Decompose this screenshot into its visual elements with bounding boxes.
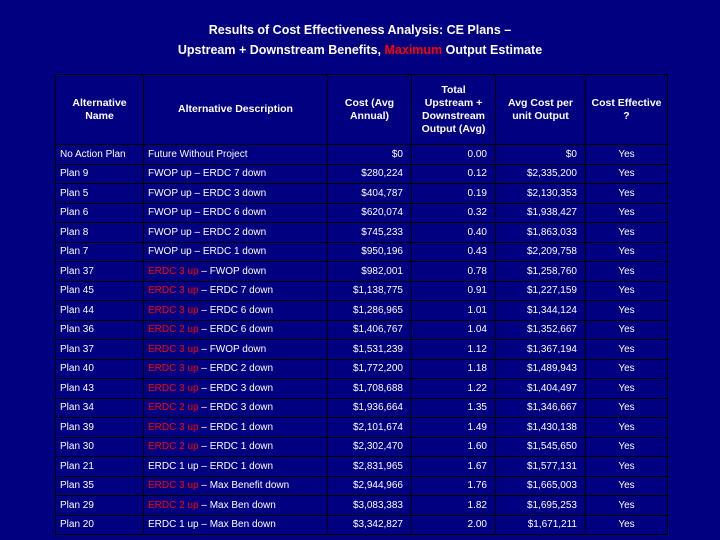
description-upstream: ERDC 3 up (148, 343, 199, 355)
description-downstream: – ERDC 1 down (198, 441, 274, 453)
description-upstream: ERDC 2 up (148, 499, 199, 511)
title-line-2 (0, 40, 720, 60)
cell-total-output: 0.91 (412, 281, 496, 301)
cell-cost: $1,138,775 (328, 281, 412, 301)
cell-cost-effective: Yes (586, 340, 668, 360)
cell-total-output: 1.82 (412, 496, 496, 516)
description-upstream: ERDC 2 up (148, 402, 199, 414)
description-upstream: FWOP up (148, 226, 192, 238)
cell-alternative-name: Plan 5 (56, 184, 144, 204)
cell-avg-cost: $1,258,760 (496, 262, 586, 282)
cell-alternative-name: Plan 20 (56, 515, 144, 535)
title-highlight-maximum: Maximum (384, 43, 443, 57)
header-cost: Cost (Avg Annual) (328, 75, 412, 145)
header-row (56, 75, 668, 145)
table-row (56, 476, 668, 496)
table-row (56, 301, 668, 321)
cell-alternative-name: Plan 45 (56, 281, 144, 301)
cell-alternative-description (144, 223, 328, 243)
cell-total-output: 1.49 (412, 418, 496, 438)
description-downstream: – ERDC 1 down (198, 460, 274, 472)
cell-cost-effective: Yes (586, 457, 668, 477)
table-row (56, 203, 668, 223)
description-upstream: FWOP up (148, 246, 192, 258)
cell-cost-effective: Yes (586, 437, 668, 457)
cell-alternative-name: Plan 40 (56, 359, 144, 379)
cell-total-output: 1.22 (412, 379, 496, 399)
cell-cost: $950,196 (328, 242, 412, 262)
cell-cost-effective: Yes (586, 242, 668, 262)
cell-avg-cost: $1,227,159 (496, 281, 586, 301)
table-row (56, 145, 668, 165)
description-downstream: – Max Ben down (198, 519, 276, 531)
cell-alternative-description (144, 203, 328, 223)
cell-cost: $0 (328, 145, 412, 165)
table-row (56, 242, 668, 262)
cell-alternative-description (144, 496, 328, 516)
cell-avg-cost: $1,695,253 (496, 496, 586, 516)
description-upstream: ERDC 3 up (148, 382, 199, 394)
cell-avg-cost: $1,430,138 (496, 418, 586, 438)
description-upstream: ERDC 2 up (148, 441, 199, 453)
cell-alternative-name: Plan 43 (56, 379, 144, 399)
table-row (56, 359, 668, 379)
cell-alternative-name: Plan 36 (56, 320, 144, 340)
table-row (56, 320, 668, 340)
results-table-container (55, 74, 667, 533)
header-alternative-description: Alternative Description (144, 75, 328, 145)
cell-total-output: 1.67 (412, 457, 496, 477)
cell-total-output: 1.60 (412, 437, 496, 457)
cell-total-output: 1.04 (412, 320, 496, 340)
title-line-1: Results of Cost Effectiveness Analysis: CE Plans – (208, 23, 512, 37)
description-downstream: – Max Benefit down (198, 480, 290, 492)
cell-avg-cost: $1,577,131 (496, 457, 586, 477)
table-row (56, 457, 668, 477)
cell-cost: $280,224 (328, 164, 412, 184)
cell-cost: $1,772,200 (328, 359, 412, 379)
table-row (56, 515, 668, 535)
cell-cost-effective: Yes (586, 320, 668, 340)
cell-cost: $620,074 (328, 203, 412, 223)
description-upstream: FWOP up (148, 207, 192, 219)
cell-cost: $2,831,965 (328, 457, 412, 477)
table-row (56, 418, 668, 438)
cell-total-output: 1.01 (412, 301, 496, 321)
description-upstream: ERDC 2 up (148, 324, 199, 336)
cell-alternative-name: Plan 35 (56, 476, 144, 496)
description-downstream: – ERDC 2 down (198, 363, 274, 375)
cell-avg-cost: $1,489,943 (496, 359, 586, 379)
description-upstream: ERDC 3 up (148, 285, 199, 297)
cell-cost: $1,936,664 (328, 398, 412, 418)
cell-alternative-name: Plan 8 (56, 223, 144, 243)
description-upstream: ERDC 3 up (148, 363, 199, 375)
cell-alternative-name: Plan 30 (56, 437, 144, 457)
cell-alternative-name: Plan 44 (56, 301, 144, 321)
description-upstream: ERDC 1 up (148, 519, 199, 531)
cell-total-output: 0.19 (412, 184, 496, 204)
cell-cost-effective: Yes (586, 359, 668, 379)
cell-cost-effective: Yes (586, 145, 668, 165)
cell-cost-effective: Yes (586, 281, 668, 301)
title-line-2-end: Output Estimate (442, 43, 543, 57)
table-row (56, 379, 668, 399)
cell-alternative-name: Plan 29 (56, 496, 144, 516)
cell-total-output: 1.76 (412, 476, 496, 496)
description-downstream: – ERDC 1 down (198, 421, 274, 433)
description-upstream: FWOP up (148, 168, 192, 180)
table-row (56, 437, 668, 457)
cell-cost: $1,406,767 (328, 320, 412, 340)
cell-alternative-name: Plan 39 (56, 418, 144, 438)
cell-alternative-name: Plan 37 (56, 340, 144, 360)
description-downstream: – ERDC 1 down (191, 246, 267, 258)
cell-alternative-name: Plan 9 (56, 164, 144, 184)
cell-cost: $3,342,827 (328, 515, 412, 535)
cell-cost-effective: Yes (586, 476, 668, 496)
description-downstream: – ERDC 2 down (191, 226, 267, 238)
cell-alternative-description (144, 145, 328, 165)
results-table (55, 74, 668, 535)
cell-alternative-description (144, 164, 328, 184)
cell-avg-cost: $2,130,353 (496, 184, 586, 204)
description-downstream: – ERDC 3 down (191, 187, 267, 199)
cell-cost-effective: Yes (586, 301, 668, 321)
title-line-2-start: Upstream + Downstream Benefits, (177, 43, 385, 57)
table-row (56, 262, 668, 282)
header-avg-cost: Avg Cost per unit Output (496, 75, 586, 145)
cell-alternative-name: Plan 6 (56, 203, 144, 223)
cell-cost-effective: Yes (586, 203, 668, 223)
cell-avg-cost: $1,404,497 (496, 379, 586, 399)
cell-total-output: 0.12 (412, 164, 496, 184)
cell-alternative-name: Plan 7 (56, 242, 144, 262)
cell-alternative-description (144, 320, 328, 340)
cell-avg-cost: $1,352,667 (496, 320, 586, 340)
description-upstream: Future Without Project (148, 148, 248, 160)
description-downstream: – ERDC 3 down (198, 402, 274, 414)
cell-cost: $2,302,470 (328, 437, 412, 457)
description-upstream: ERDC 3 up (148, 421, 199, 433)
cell-alternative-description (144, 457, 328, 477)
cell-avg-cost: $1,367,194 (496, 340, 586, 360)
cell-alternative-description (144, 437, 328, 457)
table-row (56, 398, 668, 418)
cell-alternative-description (144, 262, 328, 282)
cell-cost-effective: Yes (586, 515, 668, 535)
cell-cost: $1,286,965 (328, 301, 412, 321)
cell-cost-effective: Yes (586, 164, 668, 184)
slide-title (0, 20, 720, 60)
cell-cost: $1,531,239 (328, 340, 412, 360)
cell-alternative-name: Plan 37 (56, 262, 144, 282)
cell-total-output: 0.43 (412, 242, 496, 262)
cell-avg-cost: $1,665,003 (496, 476, 586, 496)
cell-total-output: 1.18 (412, 359, 496, 379)
cell-total-output: 1.12 (412, 340, 496, 360)
description-upstream: ERDC 1 up (148, 460, 199, 472)
cell-avg-cost: $1,346,667 (496, 398, 586, 418)
table-row (56, 223, 668, 243)
cell-avg-cost: $1,545,650 (496, 437, 586, 457)
cell-cost: $1,708,688 (328, 379, 412, 399)
cell-alternative-name: Plan 21 (56, 457, 144, 477)
description-downstream: – ERDC 6 down (198, 304, 274, 316)
cell-cost: $2,101,674 (328, 418, 412, 438)
cell-avg-cost: $0 (496, 145, 586, 165)
cell-total-output: 0.78 (412, 262, 496, 282)
table-row (56, 281, 668, 301)
cell-total-output: 0.00 (412, 145, 496, 165)
cell-cost: $982,001 (328, 262, 412, 282)
table-row (56, 496, 668, 516)
cell-cost-effective: Yes (586, 379, 668, 399)
description-downstream: – ERDC 3 down (198, 382, 274, 394)
cell-total-output: 0.40 (412, 223, 496, 243)
cell-alternative-description (144, 359, 328, 379)
table-row (56, 164, 668, 184)
cell-cost-effective: Yes (586, 223, 668, 243)
cell-cost: $404,787 (328, 184, 412, 204)
cell-total-output: 0.32 (412, 203, 496, 223)
cell-total-output: 2.00 (412, 515, 496, 535)
cell-avg-cost: $1,344,124 (496, 301, 586, 321)
description-downstream: – Max Ben down (198, 499, 276, 511)
cell-cost-effective: Yes (586, 398, 668, 418)
cell-avg-cost: $1,863,033 (496, 223, 586, 243)
header-alternative-name: Alternative Name (56, 75, 144, 145)
description-downstream: – FWOP down (198, 265, 267, 277)
cell-cost-effective: Yes (586, 418, 668, 438)
cell-cost: $3,083,383 (328, 496, 412, 516)
description-upstream: FWOP up (148, 187, 192, 199)
table-row (56, 184, 668, 204)
cell-alternative-description (144, 515, 328, 535)
cell-avg-cost: $2,335,200 (496, 164, 586, 184)
cell-cost: $745,233 (328, 223, 412, 243)
header-cost-effective: Cost Effective ? (586, 75, 668, 145)
cell-alternative-name: No Action Plan (56, 145, 144, 165)
header-total-output: Total Upstream + Downstream Output (Avg) (412, 75, 496, 145)
description-downstream: – FWOP down (198, 343, 267, 355)
description-upstream: ERDC 3 up (148, 480, 199, 492)
cell-alternative-description (144, 301, 328, 321)
cell-cost-effective: Yes (586, 184, 668, 204)
cell-alternative-description (144, 379, 328, 399)
cell-alternative-description (144, 281, 328, 301)
cell-cost: $2,944,966 (328, 476, 412, 496)
description-upstream: ERDC 3 up (148, 265, 199, 277)
cell-alternative-description (144, 398, 328, 418)
cell-alternative-description (144, 340, 328, 360)
cell-avg-cost: $1,671,211 (496, 515, 586, 535)
description-downstream: – ERDC 7 down (198, 285, 274, 297)
cell-alternative-description (144, 184, 328, 204)
cell-alternative-description (144, 418, 328, 438)
cell-avg-cost: $2,209,758 (496, 242, 586, 262)
table-row (56, 340, 668, 360)
description-downstream: – ERDC 6 down (198, 324, 274, 336)
cell-alternative-name: Plan 34 (56, 398, 144, 418)
table-body (56, 145, 668, 535)
cell-cost-effective: Yes (586, 496, 668, 516)
cell-cost-effective: Yes (586, 262, 668, 282)
description-upstream: ERDC 3 up (148, 304, 199, 316)
cell-avg-cost: $1,938,427 (496, 203, 586, 223)
cell-alternative-description (144, 476, 328, 496)
description-downstream: – ERDC 6 down (191, 207, 267, 219)
cell-total-output: 1.35 (412, 398, 496, 418)
description-downstream: – ERDC 7 down (191, 168, 267, 180)
cell-alternative-description (144, 242, 328, 262)
